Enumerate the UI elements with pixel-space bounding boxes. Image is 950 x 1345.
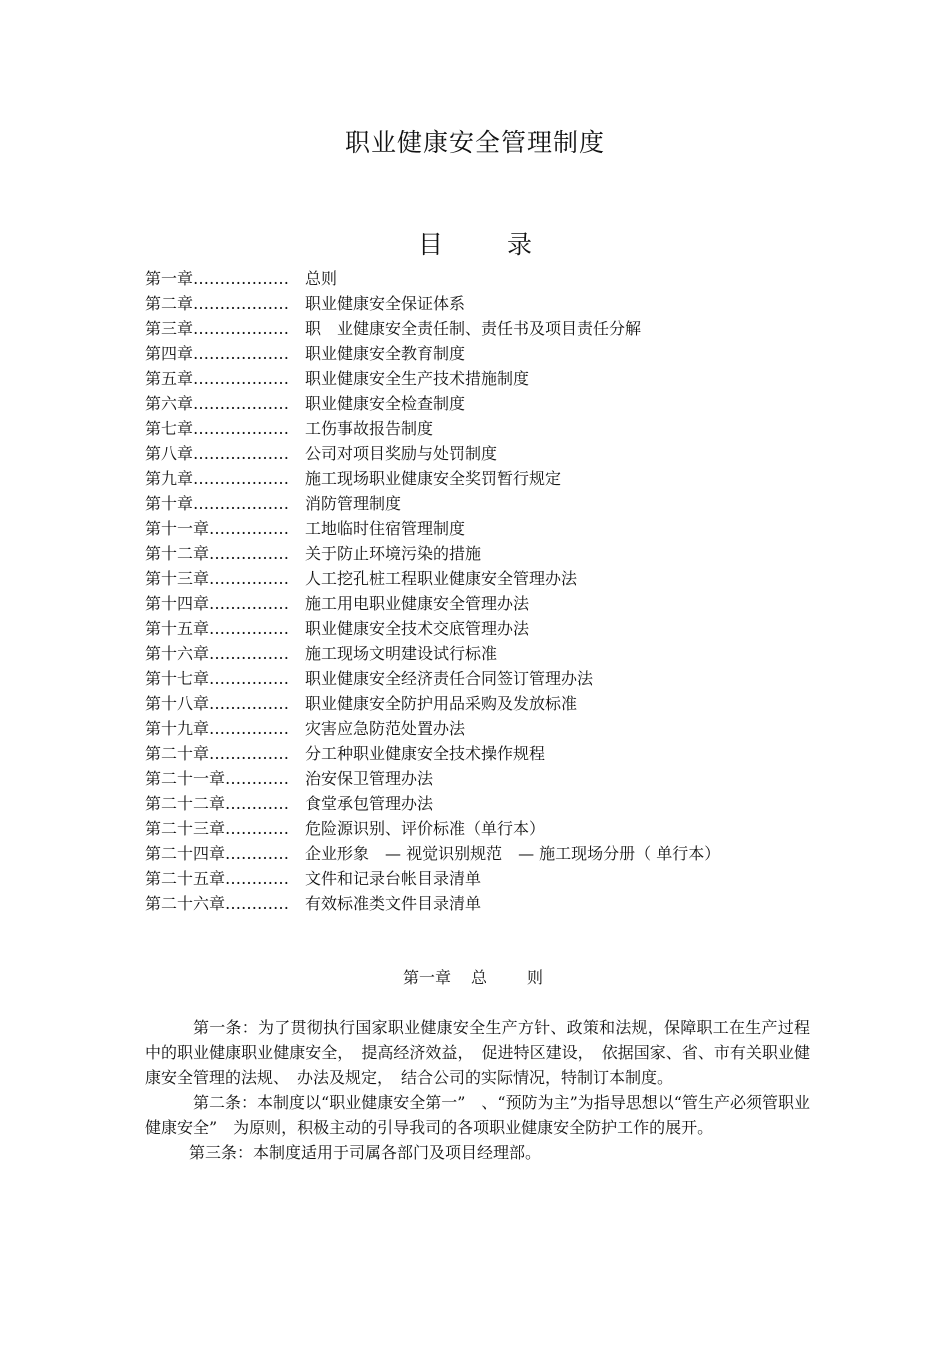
toc-chapter-and-leader (145, 766, 305, 791)
toc-heading-char-2: 录 (507, 230, 533, 259)
toc-entry (145, 391, 845, 416)
toc-chapter-number: 第三章 (145, 319, 194, 338)
toc-chapter-number: 第十章 (145, 494, 194, 513)
toc-entry (145, 441, 845, 466)
toc-chapter-title: 职业健康安全技术交底管理办法 (305, 619, 530, 638)
toc-chapter-number: 第七章 (145, 419, 194, 438)
toc-chapter-number: 第二十二章 (145, 794, 226, 813)
toc-entry (145, 466, 845, 491)
toc-dot-leader: ……………… (193, 344, 290, 363)
toc-entry (145, 316, 845, 341)
toc-chapter-and-leader (145, 666, 305, 691)
toc-chapter-number: 第二十五章 (145, 869, 226, 888)
toc-heading (0, 225, 950, 261)
toc-chapter-number: 第十三章 (145, 569, 210, 588)
toc-chapter-and-leader (145, 716, 305, 741)
toc-chapter-number: 第十一章 (145, 519, 210, 538)
toc-dot-leader: ……………… (193, 319, 290, 338)
toc-chapter-title: 职业健康安全教育制度 (305, 344, 466, 363)
toc-entry (145, 566, 845, 591)
toc-chapter-and-leader (145, 566, 305, 591)
toc-dot-leader: …………… (209, 619, 290, 638)
toc-chapter-and-leader (145, 516, 305, 541)
toc-chapter-title: 消防管理制度 (305, 494, 402, 513)
toc-entry (145, 841, 845, 866)
toc-chapter-number: 第二章 (145, 294, 194, 313)
toc-chapter-number: 第二十六章 (145, 894, 226, 913)
toc-chapter-title: 施工现场职业健康安全奖罚暂行规定 (305, 469, 562, 488)
toc-chapter-number: 第二十一章 (145, 769, 226, 788)
toc-chapter-title: 职业健康安全防护用品采购及发放标准 (305, 694, 578, 713)
toc-chapter-title: 公司对项目奖励与处罚制度 (305, 444, 498, 463)
toc-chapter-and-leader (145, 291, 305, 316)
toc-dot-leader: …………… (209, 694, 290, 713)
toc-chapter-title: 总则 (305, 269, 338, 288)
toc-entry (145, 641, 845, 666)
toc-dot-leader: ………… (225, 844, 290, 863)
toc-chapter-title: 职业健康安全检查制度 (305, 394, 466, 413)
toc-dot-leader: …………… (209, 719, 290, 738)
toc-entry (145, 691, 845, 716)
toc-chapter-number: 第二十四章 (145, 844, 226, 863)
toc-entry (145, 616, 845, 641)
toc-entry (145, 866, 845, 891)
toc-entry (145, 541, 845, 566)
toc-chapter-title: 工伤事故报告制度 (305, 419, 434, 438)
toc-dot-leader: ……………… (193, 369, 290, 388)
toc-chapter-and-leader (145, 816, 305, 841)
toc-entry (145, 291, 845, 316)
toc-dot-leader: ……………… (193, 469, 290, 488)
toc-chapter-title: 灾害应急防范处置办法 (305, 719, 466, 738)
toc-chapter-number: 第九章 (145, 469, 194, 488)
toc-dot-leader: ………… (225, 794, 290, 813)
toc-chapter-title: 职业健康安全经济责任合同签订管理办法 (305, 669, 594, 688)
toc-chapter-title: 人工挖孔桩工程职业健康安全管理办法 (305, 569, 578, 588)
toc-entry (145, 366, 845, 391)
toc-chapter-title: 职业健康安全生产技术措施制度 (305, 369, 530, 388)
toc-chapter-and-leader (145, 391, 305, 416)
toc-chapter-number: 第十二章 (145, 544, 210, 563)
toc-chapter-and-leader (145, 691, 305, 716)
toc-dot-leader: ………… (225, 894, 290, 913)
toc-chapter-number: 第十六章 (145, 644, 210, 663)
toc-chapter-title: 治安保卫管理办法 (305, 769, 434, 788)
toc-dot-leader: …………… (209, 569, 290, 588)
toc-dot-leader: ……………… (193, 494, 290, 513)
toc-chapter-title: 危险源识别、评价标准（单行本） (305, 819, 546, 838)
toc-chapter-and-leader (145, 341, 305, 366)
toc-dot-leader: …………… (209, 669, 290, 688)
toc-heading-char-1: 目 (417, 230, 443, 259)
toc-entry (145, 816, 845, 841)
chapter-1-title-char-1: 总 (471, 968, 488, 987)
toc-chapter-number: 第十五章 (145, 619, 210, 638)
toc-chapter-and-leader (145, 366, 305, 391)
chapter-1-body (145, 1015, 810, 1165)
toc-chapter-number: 第十九章 (145, 719, 210, 738)
toc-dot-leader: …………… (209, 594, 290, 613)
toc-chapter-title: 文件和记录台帐目录清单 (305, 869, 482, 888)
toc-chapter-title: 职业健康安全保证体系 (305, 294, 466, 313)
toc-chapter-title: 工地临时住宿管理制度 (305, 519, 466, 538)
toc-chapter-and-leader (145, 316, 305, 341)
toc-chapter-title: 施工用电职业健康安全管理办法 (305, 594, 530, 613)
toc-chapter-title: 食堂承包管理办法 (305, 794, 434, 813)
chapter-1-number: 第一章 (403, 968, 452, 987)
chapter-1-title-char-2: 则 (527, 968, 544, 987)
toc-dot-leader: ……………… (193, 294, 290, 313)
toc-chapter-and-leader (145, 491, 305, 516)
toc-entry (145, 491, 845, 516)
toc-entry (145, 516, 845, 541)
toc-chapter-title: 企业形象 — 视觉识别规范 — 施工现场分册（ 单行本） (305, 844, 721, 863)
toc-chapter-number: 第十七章 (145, 669, 210, 688)
toc-chapter-number: 第六章 (145, 394, 194, 413)
toc-dot-leader: …………… (209, 544, 290, 563)
toc-entry (145, 791, 845, 816)
article-1: 第一条：为了贯彻执行国家职业健康安全生产方针、政策和法规，保障职工在生产过程中的职业健康职业健康安全， 提高经济效益， 促进特区建设， 依据国家、省、市有关职业健康安全管理的法规、 办法及规定， 结合公司的实际情况，特制订本制度。 (145, 1018, 810, 1087)
toc-dot-leader: …………… (209, 519, 290, 538)
toc-entry (145, 266, 845, 291)
toc-entry (145, 416, 845, 441)
toc-chapter-and-leader (145, 841, 305, 866)
toc-chapter-and-leader (145, 266, 305, 291)
document-title: 职业健康安全管理制度 (344, 128, 605, 157)
toc-dot-leader: ………… (225, 869, 290, 888)
toc-chapter-title: 职 业健康安全责任制、责任书及项目责任分解 (305, 319, 642, 338)
article-2: 第二条：本制度以“职业健康安全第一” 、“预防为主”为指导思想以“管生产必须管职业健康安全” 为原则，积极主动的引导我司的各项职业健康安全防护工作的展开。 (145, 1093, 810, 1137)
toc-chapter-title: 关于防止环境污染的措施 (305, 544, 482, 563)
toc-chapter-and-leader (145, 791, 305, 816)
toc-chapter-and-leader (145, 741, 305, 766)
toc-chapter-number: 第二十章 (145, 744, 210, 763)
toc-chapter-number: 第八章 (145, 444, 194, 463)
toc-chapter-number: 第十八章 (145, 694, 210, 713)
toc-chapter-title: 有效标准类文件目录清单 (305, 894, 482, 913)
chapter-1-heading (403, 965, 543, 988)
toc-entry (145, 766, 845, 791)
toc-chapter-number: 第四章 (145, 344, 194, 363)
toc-chapter-number: 第二十三章 (145, 819, 226, 838)
toc-entry (145, 716, 845, 741)
toc-chapter-and-leader (145, 441, 305, 466)
toc-dot-leader: ……………… (193, 394, 290, 413)
toc-entry (145, 666, 845, 691)
toc-dot-leader: …………… (209, 744, 290, 763)
toc-chapter-number: 第十四章 (145, 594, 210, 613)
toc-entry (145, 741, 845, 766)
toc-chapter-and-leader (145, 591, 305, 616)
toc-dot-leader: …………… (209, 644, 290, 663)
article-3: 第三条：本制度适用于司属各部门及项目经理部。 (189, 1143, 542, 1162)
toc-entry (145, 591, 845, 616)
toc-chapter-title: 施工现场文明建设试行标准 (305, 644, 498, 663)
toc-entry (145, 891, 845, 916)
toc-dot-leader: ………… (225, 819, 290, 838)
toc-chapter-title: 分工种职业健康安全技术操作规程 (305, 744, 546, 763)
toc-chapter-and-leader (145, 641, 305, 666)
toc-chapter-number: 第一章 (145, 269, 194, 288)
toc-dot-leader: ………… (225, 769, 290, 788)
toc-chapter-and-leader (145, 616, 305, 641)
toc-entry (145, 341, 845, 366)
toc-chapter-and-leader (145, 866, 305, 891)
toc-chapter-and-leader (145, 891, 305, 916)
toc-dot-leader: ……………… (193, 444, 290, 463)
toc-chapter-number: 第五章 (145, 369, 194, 388)
toc-dot-leader: ……………… (193, 419, 290, 438)
toc-chapter-and-leader (145, 541, 305, 566)
toc-dot-leader: ……………… (193, 269, 290, 288)
table-of-contents (145, 266, 845, 916)
toc-chapter-and-leader (145, 466, 305, 491)
toc-chapter-and-leader (145, 416, 305, 441)
